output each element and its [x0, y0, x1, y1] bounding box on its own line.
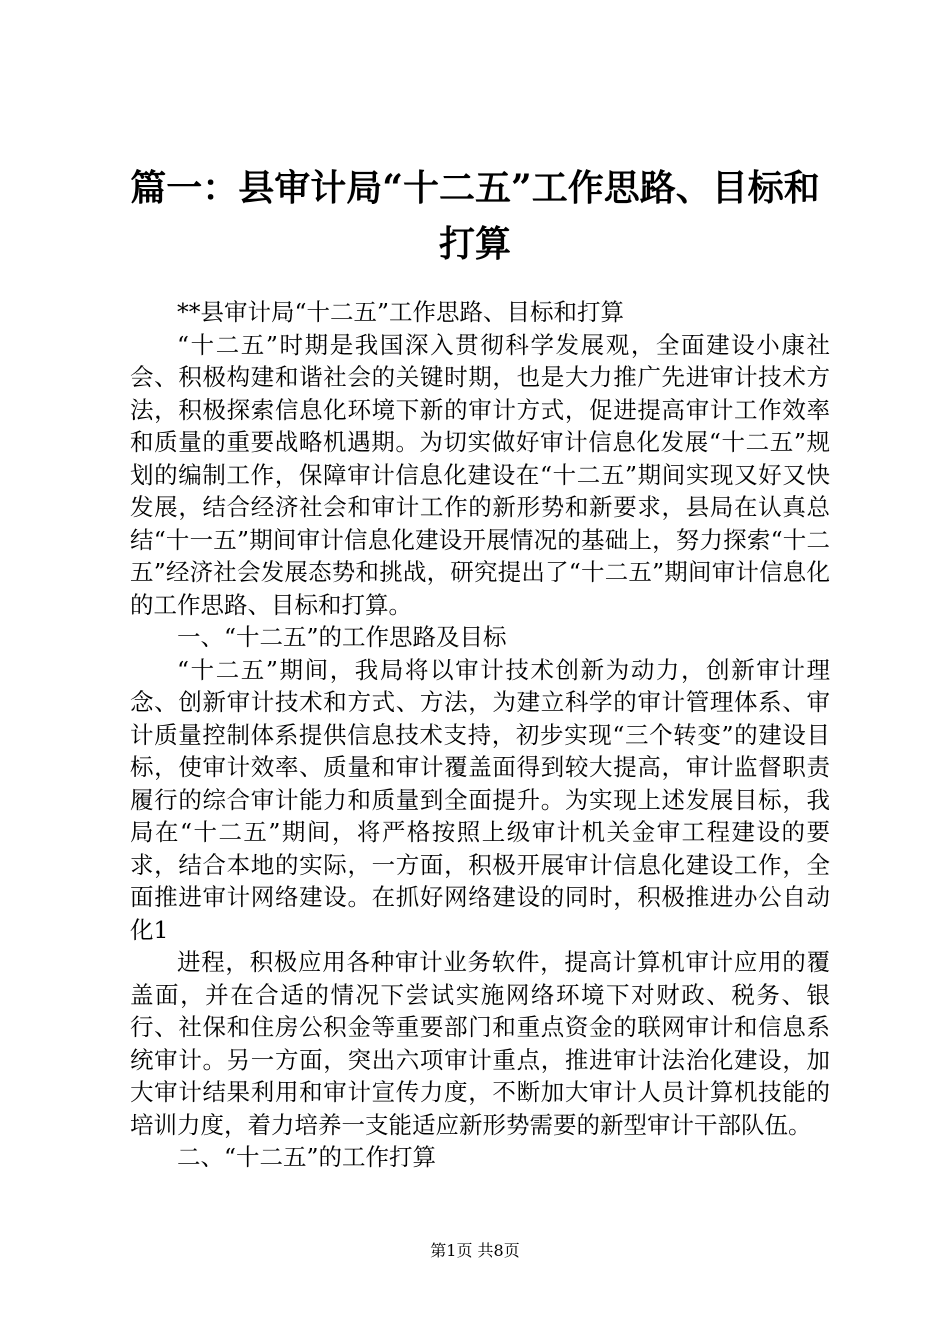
title-line-2: 打算 — [438, 223, 511, 265]
title-line-1: 篇一：县审计局“十二五”工作思路、目标和 — [130, 167, 820, 209]
section-heading: 一、“十二五”的工作思路及目标 — [177, 623, 507, 651]
page-footer: 第1页 共8页 — [430, 1241, 520, 1260]
section-heading: 二、“十二五”的工作打算 — [177, 1143, 437, 1171]
body-paragraph: “十二五”期间，我局将以审计技术创新为动力，创新审计理念、创新审计技术和方式、方法，为建立科学的审计管理体系、审计质量控制体系提供信息技术支持，初步实现“三个转变”的建设目标，使审计效率、质量和审计覆盖面得到较大提高，审计监督职责履行的综合审计能力和质量到全面提升。为实现上述发展目标，我局在“十二五”期间，将严格按照上级审计机关金审工程建设的要求，结合本地的实际，一方面，积极开展审计信息化建设工作，全面推进审计网络建设。在抓好网络建设的同时，积极推进办公自动化1 — [130, 655, 830, 944]
document-title — [110, 160, 840, 272]
body-paragraph: “十二五”时期是我国深入贯彻科学发展观，全面建设小康社会、积极构建和谐社会的关键时期，也是大力推广先进审计技术方法，积极探索信息化环境下新的审计方式，促进提高审计工作效率和质量的重要战略机遇期。为切实做好审计信息化发展“十二五”规划的编制工作，保障审计信息化建设在“十二五”期间实现又好又快发展，结合经济社会和审计工作的新形势和新要求，县局在认真总结“十一五”期间审计信息化建设开展情况的基础上，努力探索“十二五”经济社会发展态势和挑战，研究提出了“十二五”期间审计信息化的工作思路、目标和打算。 — [130, 330, 830, 619]
subtitle-paragraph: **县审计局“十二五”工作思路、目标和打算 — [177, 298, 625, 326]
body-paragraph: 进程，积极应用各种审计业务软件，提高计算机审计应用的覆盖面，并在合适的情况下尝试实施网络环境下对财政、税务、银行、社保和住房公积金等重要部门和重点资金的联网审计和信息系统审计。另一方面，突出六项审计重点，推进审计法治化建设，加大审计结果利用和审计宣传力度，不断加大审计人员计算机技能的培训力度，着力培养一支能适应新形势需要的新型审计干部队伍。 — [130, 948, 830, 1139]
document-body — [130, 296, 830, 1174]
